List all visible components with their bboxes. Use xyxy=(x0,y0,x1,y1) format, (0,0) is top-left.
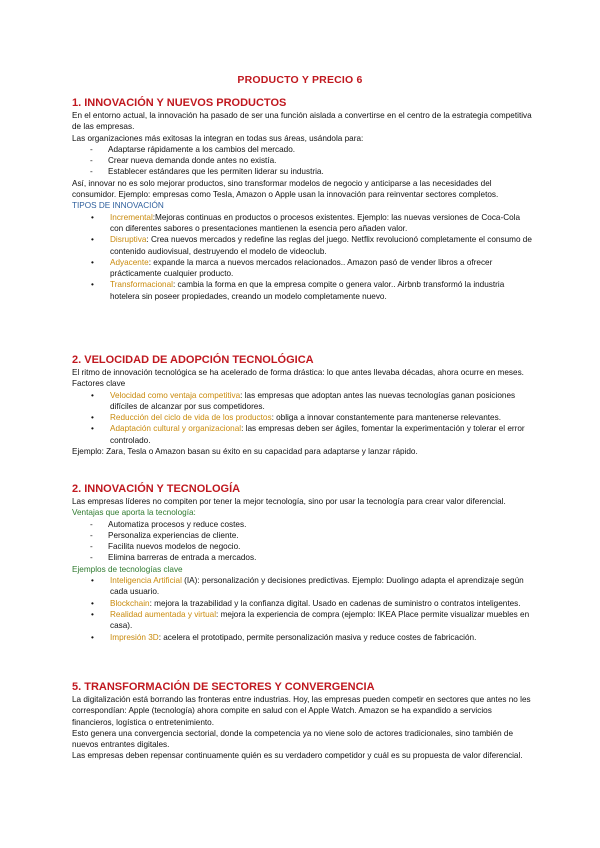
term-description: : mejora la experiencia de compra (ejemplo: IKEA Place permite visualizar muebles en casa). xyxy=(110,609,530,631)
list-item xyxy=(72,575,532,598)
term-description: : mejora la trazabilidad y la confianza digital. Usado en cadenas de suministro o contratos inteligentes. xyxy=(149,598,521,608)
term-description: : expande la marca a nuevos mercados relacionados.. Amazon pasó de vender libros a ofrecer prácticamente cualquier producto. xyxy=(110,257,493,279)
list-item xyxy=(72,279,532,302)
list-item: - Facilita nuevos modelos de negocio. xyxy=(72,541,532,552)
list-item: - Establecer estándares que les permiten liderar su industria. xyxy=(72,166,532,177)
paragraph: El ritmo de innovación tecnológica se ha acelerado de forma drástica: lo que antes llevaba décadas, ahora ocurre en meses. Factores clave xyxy=(72,368,524,389)
list-item xyxy=(72,257,532,280)
paragraph-text: Las empresas líderes no compiten por tener la mejor tecnología, sino por usar la tecnología para crear valor diferencial. xyxy=(72,497,506,506)
list-item: - Elimina barreras de entrada a mercados. xyxy=(72,552,532,563)
section-heading: 1. INNOVACIÓN Y NUEVOS PRODUCTOS xyxy=(72,97,287,109)
term-description: : acelera el prototipado, permite personalización masiva y reduce costes de fabricación. xyxy=(158,632,477,642)
list-item xyxy=(72,412,532,423)
page-title: PRODUCTO Y PRECIO 6 xyxy=(237,74,363,86)
dash-list xyxy=(72,144,532,178)
subheading-ejemplos: Ejemplos de tecnologías clave xyxy=(72,564,183,574)
subheading-tipos: TIPOS DE INNOVACIÓN xyxy=(72,201,164,211)
section-tecnologia xyxy=(72,482,532,643)
term: Incremental xyxy=(110,212,153,222)
list-item xyxy=(72,632,532,643)
section-heading: 2. VELOCIDAD DE ADOPCIÓN TECNOLÓGICA xyxy=(72,354,314,366)
list-item xyxy=(72,390,532,413)
list-item: - Personaliza experiencias de cliente. xyxy=(72,530,532,541)
term: Impresión 3D xyxy=(110,632,159,642)
section-innovacion xyxy=(72,96,532,302)
paragraph: Así, innovar no es solo mejorar productos, sino transformar modelos de negocio y anticiparse a las necesidades del consumidor. Ejemplo: empresas como Tesla, Amazon o Apple usan la innovación para reinventar sectores completos. xyxy=(72,178,499,200)
section-heading: 2. INNOVACIÓN Y TECNOLOGÍA xyxy=(72,483,241,495)
paragraph: Las empresas deben repensar continuamente quién es su verdadero competidor y cuál es su propuesta de valor diferencial. xyxy=(72,751,523,761)
paragraph: Las organizaciones más exitosas la integran en todas sus áreas, usándola para: xyxy=(72,133,364,143)
types-list xyxy=(72,212,532,302)
term: Transformacional xyxy=(110,280,173,290)
paragraph: La digitalización está borrando las fronteras entre industrias. Hoy, las empresas pueden competir en sectores que antes no les correspondían: Apple (tecnología) ahora compite en salud con el Apple Watch. Amazon se ha expandido a servicios financieros, logística o entretenimiento. xyxy=(72,695,531,727)
paragraph xyxy=(72,496,532,519)
term-description: : cambia la forma en que la empresa compite o genera valor.. Airbnb transformó la industria hotelera sin poseer propiedades, creando un modelo completamente nuevo. xyxy=(110,280,505,301)
list-item xyxy=(72,598,532,609)
term: Realidad aumentada y virtual xyxy=(110,609,217,619)
term: Adaptación cultural y organizacional xyxy=(110,424,242,434)
term-description: : obliga a innovar constantemente para mantenerse relevantes. xyxy=(271,413,501,423)
paragraph: Ejemplo: Zara, Tesla o Amazon basan su éxito en su capacidad para adaptarse y lanzar rápido. xyxy=(72,447,418,457)
tech-list xyxy=(72,575,532,643)
dash-list xyxy=(72,519,532,564)
paragraph: En el entorno actual, la innovación ha pasado de ser una función aislada a convertirse en el centro de la estrategia competitiva de las empresas. xyxy=(72,111,532,132)
term-description: (IA): personalización y decisiones predictivas. Ejemplo: Duolingo adapta el aprendizaje según cada usuario. xyxy=(110,576,524,597)
list-item xyxy=(72,423,532,446)
term: Reducción del ciclo de vida de los productos xyxy=(110,413,272,423)
list-item: - Automatiza procesos y reduce costes. xyxy=(72,519,532,530)
paragraph: Esto genera una convergencia sectorial, donde la competencia ya no viene solo de actores tradicionales, sino también de nuevos entrantes digitales. xyxy=(72,728,514,750)
list-item: - Crear nueva demanda donde antes no existía. xyxy=(72,155,532,166)
term: Inteligencia Artificial xyxy=(110,576,182,586)
section-heading: 5. TRANSFORMACIÓN DE SECTORES Y CONVERGENCIA xyxy=(72,681,375,693)
factors-list xyxy=(72,390,532,446)
term: Adyacente xyxy=(110,257,149,267)
section-transformacion xyxy=(72,680,532,762)
term: Disruptiva xyxy=(110,235,147,245)
term-description: :Mejoras continuas en productos o procesos existentes. Ejemplo: las nuevas versiones de Coca-Cola con diferentes sabores o presentaciones mantienen la esencia pero añaden valor. xyxy=(110,212,521,233)
term: Velocidad como ventaja competitiva xyxy=(110,390,241,400)
list-item xyxy=(72,609,532,632)
term: Blockchain xyxy=(110,598,150,608)
term-description: : las empresas deben ser ágiles, fomentar la experimentación y tolerar el error controlado. xyxy=(110,424,525,445)
term-description: : Crea nuevos mercados y redefine las reglas del juego. Netflix revolucionó completamente el consumo de contenido audiovisual, destruyendo el modelo de videoclub. xyxy=(110,235,532,256)
section-velocidad xyxy=(72,353,532,457)
advantages-label: Ventajas que aporta la tecnología: xyxy=(72,508,196,518)
term-description: : las empresas que adoptan antes las nuevas tecnologías ganan posiciones difíciles de alcanzar por sus competidores. xyxy=(110,390,516,411)
list-item xyxy=(72,234,532,257)
list-item xyxy=(72,212,532,235)
list-item: - Adaptarse rápidamente a los cambios del mercado. xyxy=(72,144,532,155)
